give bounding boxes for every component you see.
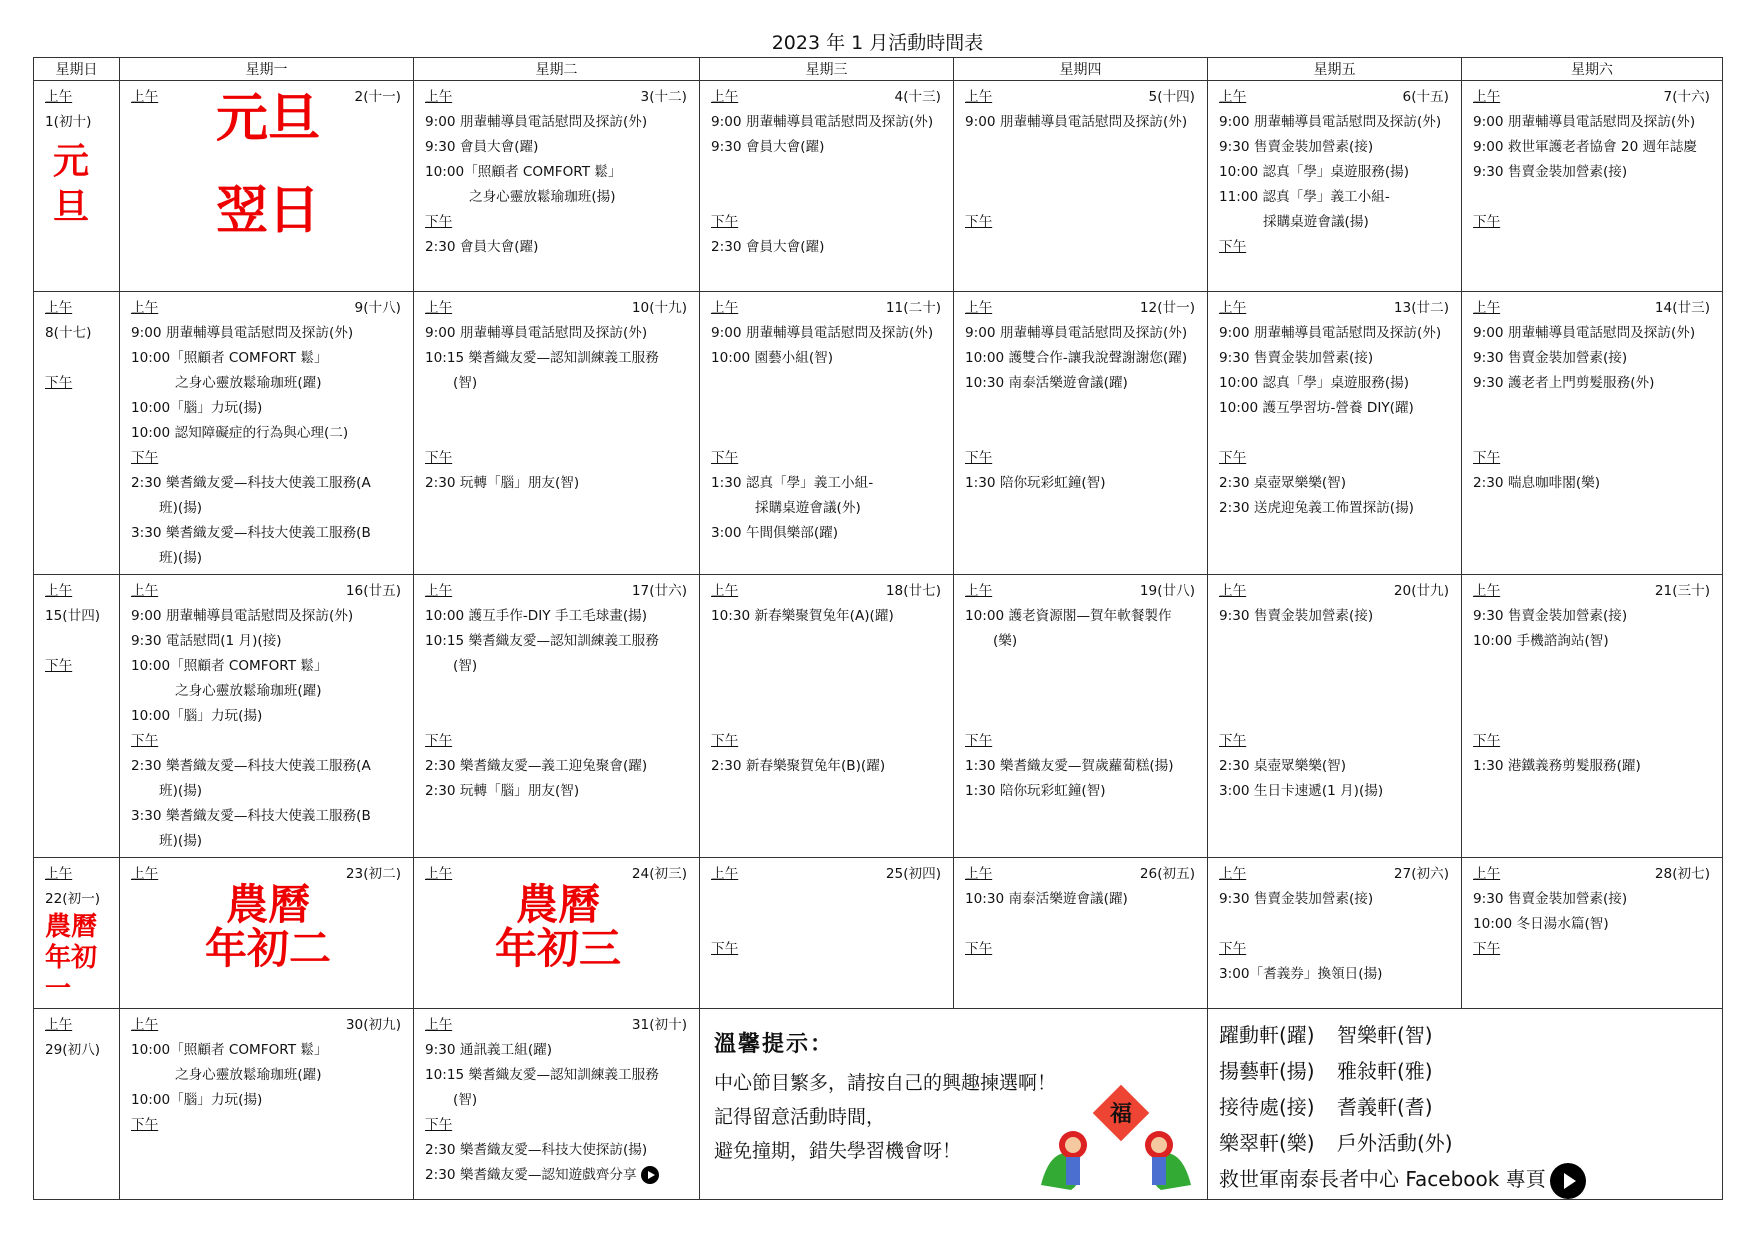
activity-item: (智) [453, 658, 478, 674]
activity-item: 之身心靈放鬆瑜珈班(躍) [175, 683, 322, 699]
tips-line: 中心節目繁多，請按自己的興趣揀選啊！ [714, 1072, 1057, 1094]
activity-item: 9:00 朋輩輔導員電話慰問及探訪(外) [425, 325, 648, 341]
pm-label: 下午 [965, 214, 993, 230]
activity-item: 10:00 護互學習坊-營養 DIY(躍) [1219, 400, 1414, 416]
date-label: 12(廿一) [1139, 300, 1195, 316]
activity-item: 10:00 手機諮詢站(智) [1473, 633, 1609, 649]
day-cell [414, 1009, 700, 1200]
pm-label: 下午 [711, 450, 739, 466]
activity-item: 9:30 售賣金裝加營素(接) [1473, 608, 1628, 624]
day-cell [954, 575, 1208, 858]
activity-item: 9:00 朋輩輔導員電話慰問及探訪(外) [711, 325, 934, 341]
date-label: 5(十四) [1148, 89, 1195, 105]
day-cell [1462, 575, 1723, 858]
am-label: 上午 [1473, 583, 1501, 599]
page-title: 2023 年 1 月活動時間表 [771, 32, 984, 54]
am-label: 上午 [711, 89, 739, 105]
sunday-cell [34, 81, 120, 292]
activity-item: 11:00 認真「學」義工小組- [1219, 189, 1390, 205]
week-row [34, 81, 1723, 292]
date-label: 25(初四) [885, 866, 941, 882]
activity-item: 1:30 陪你玩彩虹鐘(智) [965, 475, 1106, 491]
activity-item: 2:30 桌壺眾樂樂(智) [1219, 758, 1347, 774]
activity-item: 9:30 售賣金裝加營素(接) [1473, 891, 1628, 907]
activity-item: 3:30 樂耆織友愛—科技大使義工服務(B [131, 808, 371, 824]
pm-label: 下午 [965, 733, 993, 749]
activity-item: 10:00 護互手作-DIY 手工毛球畫(揚) [425, 608, 648, 624]
facebook-text: 救世軍南泰長者中心 Facebook 專頁 [1219, 1167, 1546, 1191]
weekday-header: 星期三 [700, 58, 954, 81]
am-label: 上午 [1219, 583, 1247, 599]
activity-item: 1:30 樂耆織友愛—賀歲蘿蔔糕(揚) [965, 758, 1174, 774]
spacer [711, 371, 945, 446]
play-icon[interactable] [641, 1166, 659, 1184]
activity-item: 2:30 樂耆織友愛—科技大使義工服務(A [131, 475, 371, 491]
holiday-label: 農曆 年初三 [494, 880, 621, 973]
activity-item: (智) [453, 375, 478, 391]
date-label: 7(十六) [1663, 89, 1710, 105]
activity-item: 2:30 喘息咖啡閣(樂) [1473, 475, 1601, 491]
legend-row [1219, 1125, 1722, 1161]
activity-item: 之身心靈放鬆瑜珈班(躍) [175, 1067, 322, 1083]
day-cell [954, 81, 1208, 292]
pm-label: 下午 [711, 733, 739, 749]
tips-line: 避免撞期，錯失學習機會呀！ [714, 1140, 962, 1162]
activity-item: 9:00 朋輩輔導員電話慰問及探訪(外) [1219, 325, 1442, 341]
activity-item: 3:00 生日卡速遞(1 月)(揚) [1219, 783, 1384, 799]
activity-item: 10:00 園藝小組(智) [711, 350, 834, 366]
spacer [1219, 629, 1453, 729]
calendar-table [33, 57, 1723, 1200]
day-cell [700, 292, 954, 575]
day-cell [700, 858, 954, 1009]
legend-row [1219, 1053, 1722, 1089]
date-label: 10(十九) [631, 300, 687, 316]
am-label: 上午 [131, 866, 159, 882]
pm-label: 下午 [425, 1117, 453, 1133]
activity-item: 9:00 朋輩輔導員電話慰問及探訪(外) [131, 325, 354, 341]
holiday-label: 農曆 年初 一 [45, 912, 98, 1004]
spacer [425, 679, 691, 729]
activity-item: 9:30 護老者上門剪髮服務(外) [1473, 375, 1655, 391]
activity-item: 之身心靈放鬆瑜珈班(揚) [469, 189, 616, 205]
pm-label: 下午 [1473, 450, 1501, 466]
spacer [965, 135, 1199, 210]
am-label: 上午 [45, 300, 73, 316]
activity-item: 班)(揚) [159, 500, 203, 516]
activity-item: 9:00 朋輩輔導員電話慰問及探訪(外) [1473, 114, 1696, 130]
week-row [34, 858, 1723, 1009]
am-label: 上午 [425, 1017, 453, 1033]
day-cell [1462, 858, 1723, 1009]
am-label: 上午 [1219, 89, 1247, 105]
activity-item: 9:00 朋輩輔導員電話慰問及探訪(外) [965, 325, 1188, 341]
spacer [1473, 654, 1714, 729]
spacer [1219, 421, 1453, 446]
activity-item: 9:30 會員大會(躍) [711, 139, 825, 155]
activity-item: 10:00「照顧者 COMFORT 鬆」 [425, 164, 622, 180]
date-label: 30(初九) [345, 1017, 401, 1033]
facebook-link[interactable] [1219, 1161, 1722, 1199]
date-label: 17(廿六) [631, 583, 687, 599]
spacer [1473, 185, 1714, 210]
date-label: 8(十七) [45, 325, 92, 341]
activity-item: 9:30 售賣金裝加營素(接) [1219, 350, 1374, 366]
activity-item: 10:30 南泰活樂遊會議(躍) [965, 891, 1128, 907]
holiday-label: 元 旦 [53, 141, 90, 228]
pm-label: 下午 [1219, 450, 1247, 466]
pm-label: 下午 [425, 733, 453, 749]
date-label: 24(初三) [631, 866, 687, 882]
activity-item: 9:30 售賣金裝加營素(接) [1219, 139, 1374, 155]
day-cell [1462, 292, 1723, 575]
activity-item: 10:15 樂耆織友愛—認知訓練義工服務 [425, 1067, 659, 1083]
date-label: 23(初二) [345, 866, 401, 882]
activity-item: 10:00「照顧者 COMFORT 鬆」 [131, 350, 328, 366]
spacer [965, 912, 1199, 937]
day-cell [120, 81, 414, 292]
am-label: 上午 [711, 866, 739, 882]
date-label: 14(廿三) [1654, 300, 1710, 316]
date-label: 13(廿二) [1393, 300, 1449, 316]
pm-label: 下午 [711, 214, 739, 230]
date-label: 18(廿七) [885, 583, 941, 599]
activity-item: 2:30 新春樂聚賀兔年(B)(躍) [711, 758, 886, 774]
am-label: 上午 [425, 89, 453, 105]
am-label: 上午 [131, 1017, 159, 1033]
pm-label: 下午 [1473, 214, 1501, 230]
activity-item: 10:00「照顧者 COMFORT 鬆」 [131, 658, 328, 674]
pm-label: 下午 [45, 375, 73, 391]
spacer [711, 629, 945, 729]
day-cell [954, 858, 1208, 1009]
legend-item: 揚藝軒(揚) [1219, 1059, 1315, 1083]
activity-item: 10:30 南泰活樂遊會議(躍) [965, 375, 1128, 391]
activity-item: 9:00 朋輩輔導員電話慰問及探訪(外) [711, 114, 934, 130]
am-label: 上午 [45, 1017, 73, 1033]
day-cell [700, 81, 954, 292]
pm-label: 下午 [425, 450, 453, 466]
day-cell [954, 292, 1208, 575]
activity-item: 採購桌遊會議(揚) [1263, 214, 1369, 230]
activity-item: 9:30 會員大會(躍) [425, 139, 539, 155]
spacer [711, 887, 945, 937]
activity-item: 2:30 玩轉「腦」朋友(智) [425, 783, 580, 799]
activity-item-text: 2:30 樂耆織友愛—認知遊戲齊分享 [425, 1167, 637, 1183]
activity-item: 2:30 樂耆織友愛—科技大使義工服務(A [131, 758, 371, 774]
legend-item: 雅敍軒(雅) [1337, 1059, 1433, 1083]
date-label: 22(初一) [45, 891, 101, 907]
pm-label: 下午 [131, 1117, 159, 1133]
activity-item: 10:00「照顧者 COMFORT 鬆」 [131, 1042, 328, 1058]
play-icon[interactable] [1550, 1163, 1586, 1199]
spacer [965, 654, 1199, 729]
activity-item: 2:30 會員大會(躍) [425, 239, 539, 255]
pm-label: 下午 [1219, 239, 1247, 255]
am-label: 上午 [131, 89, 159, 105]
tips-cell [700, 1009, 1208, 1200]
day-cell [120, 292, 414, 575]
legend-row [1219, 1089, 1722, 1125]
weekday-header: 星期日 [34, 58, 120, 81]
am-label: 上午 [131, 300, 159, 316]
holiday-label: 元旦 翌日 [215, 89, 320, 241]
date-label: 11(二十) [885, 300, 941, 316]
activity-item: 9:00 朋輩輔導員電話慰問及探訪(外) [1473, 325, 1696, 341]
legend-item: 戶外活動(外) [1337, 1131, 1453, 1155]
pm-label: 下午 [425, 214, 453, 230]
date-label: 15(廿四) [45, 608, 101, 624]
activity-item: 10:00「腦」力玩(揚) [131, 400, 263, 416]
date-label: 16(廿五) [345, 583, 401, 599]
day-cell [414, 292, 700, 575]
activity-item: 2:30 樂耆織友愛—科技大使探訪(揚) [425, 1142, 648, 1158]
activity-item: 3:00 午間俱樂部(躍) [711, 525, 839, 541]
activity-item: (智) [453, 1092, 478, 1108]
weekday-header: 星期二 [414, 58, 700, 81]
am-label: 上午 [965, 583, 993, 599]
day-cell [700, 575, 954, 858]
am-label: 上午 [45, 89, 73, 105]
pm-label: 下午 [1219, 941, 1247, 957]
am-label: 上午 [965, 300, 993, 316]
week-row [34, 1009, 1723, 1200]
activity-item: 10:00 認真「學」桌遊服務(揚) [1219, 164, 1410, 180]
pm-label: 下午 [131, 450, 159, 466]
am-label: 上午 [1473, 89, 1501, 105]
activity-item: 班)(揚) [159, 783, 203, 799]
am-label: 上午 [1473, 300, 1501, 316]
legend-item: 樂翠軒(樂) [1219, 1131, 1315, 1155]
pm-label: 下午 [965, 450, 993, 466]
activity-item: 班)(揚) [159, 550, 203, 566]
activity-item: 2:30 會員大會(躍) [711, 239, 825, 255]
am-label: 上午 [711, 300, 739, 316]
activity-item: 10:00「腦」力玩(揚) [131, 1092, 263, 1108]
pm-label: 下午 [1473, 733, 1501, 749]
am-label: 上午 [45, 866, 73, 882]
day-cell [1208, 81, 1462, 292]
activity-item: 採購桌遊會議(外) [755, 500, 861, 516]
spacer [1473, 396, 1714, 446]
am-label: 上午 [1473, 866, 1501, 882]
legend-item: 躍動軒(躍) [1219, 1023, 1315, 1047]
date-label: 20(廿九) [1393, 583, 1449, 599]
activity-item: 1:30 港鐵義務剪髮服務(躍) [1473, 758, 1641, 774]
date-label: 4(十三) [894, 89, 941, 105]
activity-item: 9:30 售賣金裝加營素(接) [1219, 891, 1374, 907]
date-label: 31(初十) [631, 1017, 687, 1033]
am-label: 上午 [425, 583, 453, 599]
activity-item: 之身心靈放鬆瑜珈班(躍) [175, 375, 322, 391]
activity-item: 10:00 護雙合作-讓我說聲謝謝您(躍) [965, 350, 1188, 366]
week-row [34, 292, 1723, 575]
day-cell [1208, 575, 1462, 858]
activity-item: 9:00 朋輩輔導員電話慰問及探訪(外) [425, 114, 648, 130]
activity-item: 9:00 朋輩輔導員電話慰問及探訪(外) [1219, 114, 1442, 130]
pm-label: 下午 [131, 733, 159, 749]
weekday-header: 星期四 [954, 58, 1208, 81]
week-row [34, 575, 1723, 858]
sunday-cell [34, 1009, 120, 1200]
day-cell [414, 81, 700, 292]
activity-item: 1:30 認真「學」義工小組- [711, 475, 874, 491]
day-cell [414, 858, 700, 1009]
tips-title: 溫馨提示： [714, 1032, 835, 1057]
spacer [425, 396, 691, 446]
am-label: 上午 [1219, 866, 1247, 882]
activity-item: 2:30 樂耆織友愛—義工迎兔聚會(躍) [425, 758, 648, 774]
activity-item [425, 1163, 691, 1188]
activity-item: 10:00 認知障礙症的行為與心理(二) [131, 425, 349, 441]
activity-item: 10:00「腦」力玩(揚) [131, 708, 263, 724]
date-label: 9(十八) [354, 300, 401, 316]
tips-line: 記得留意活動時間， [714, 1106, 886, 1128]
activity-item: 10:15 樂耆織友愛—認知訓練義工服務 [425, 350, 659, 366]
holiday-label: 農曆 年初二 [204, 880, 331, 973]
activity-item: 10:00 認真「學」桌遊服務(揚) [1219, 375, 1410, 391]
day-cell [414, 575, 700, 858]
activity-item: 9:30 售賣金裝加營素(接) [1219, 608, 1374, 624]
weekday-header-row [34, 58, 1723, 81]
activity-item: 9:00 救世軍護老者協會 20 週年誌慶 [1473, 139, 1697, 155]
pm-label: 下午 [711, 941, 739, 957]
activity-item: 9:30 通訊義工組(躍) [425, 1042, 553, 1058]
date-label: 3(十二) [640, 89, 687, 105]
day-cell [120, 858, 414, 1009]
activity-item: 班)(揚) [159, 833, 203, 849]
date-label: 6(十五) [1402, 89, 1449, 105]
legend-row [1219, 1017, 1722, 1053]
activity-item: 3:30 樂耆織友愛—科技大使義工服務(B [131, 525, 371, 541]
spacer [965, 396, 1199, 446]
legend-cell [1208, 1009, 1723, 1200]
pm-label: 下午 [965, 941, 993, 957]
pm-label: 下午 [1219, 733, 1247, 749]
am-label: 上午 [131, 583, 159, 599]
activity-item: 10:00 冬日湯水篇(智) [1473, 916, 1609, 932]
activity-item: 1:30 陪你玩彩虹鐘(智) [965, 783, 1106, 799]
am-label: 上午 [1219, 300, 1247, 316]
activity-item: 2:30 送虎迎兔義工佈置探訪(揚) [1219, 500, 1414, 516]
legend-item: 智樂軒(智) [1337, 1023, 1433, 1047]
fu-character: 福 [1109, 1101, 1133, 1127]
am-label: 上午 [45, 583, 73, 599]
activity-item: 2:30 玩轉「腦」朋友(智) [425, 475, 580, 491]
date-label: 29(初八) [45, 1042, 101, 1058]
activity-item: 9:00 朋輩輔導員電話慰問及探訪(外) [965, 114, 1188, 130]
sunday-cell [34, 575, 120, 858]
day-cell [1208, 858, 1462, 1009]
am-label: 上午 [711, 583, 739, 599]
date-label: 21(三十) [1654, 583, 1710, 599]
activity-item: 9:30 售賣金裝加營素(接) [1473, 350, 1628, 366]
legend-item: 接待處(接) [1219, 1095, 1315, 1119]
activity-item: 3:00「耆義券」換領日(揚) [1219, 966, 1383, 982]
activity-item: 10:00 護老資源閣—賀年軟餐製作 [965, 608, 1172, 624]
date-label: 27(初六) [1393, 866, 1449, 882]
am-label: 上午 [965, 866, 993, 882]
date-label: 26(初五) [1139, 866, 1195, 882]
date-label: 28(初七) [1654, 866, 1710, 882]
day-cell [120, 1009, 414, 1200]
spacer [711, 160, 945, 210]
activity-item: 9:00 朋輩輔導員電話慰問及探訪(外) [131, 608, 354, 624]
weekday-header: 星期五 [1208, 58, 1462, 81]
am-label: 上午 [425, 300, 453, 316]
lion-dance-illustration [1031, 1085, 1201, 1195]
weekday-header: 星期一 [120, 58, 414, 81]
activity-item: 9:30 售賣金裝加營素(接) [1473, 164, 1628, 180]
activity-item: 10:15 樂耆織友愛—認知訓練義工服務 [425, 633, 659, 649]
am-label: 上午 [425, 866, 453, 882]
date-label: 19(廿八) [1139, 583, 1195, 599]
day-cell [1208, 292, 1462, 575]
sunday-cell [34, 858, 120, 1009]
spacer [1219, 912, 1453, 937]
am-label: 上午 [965, 89, 993, 105]
day-cell [1462, 81, 1723, 292]
sunday-cell [34, 292, 120, 575]
activity-item: 9:30 電話慰問(1 月)(接) [131, 633, 282, 649]
day-cell [120, 575, 414, 858]
activity-item: 2:30 桌壺眾樂樂(智) [1219, 475, 1347, 491]
activity-item: 10:30 新春樂聚賀兔年(A)(躍) [711, 608, 894, 624]
date-label: 2(十一) [354, 89, 401, 105]
legend-item: 耆義軒(耆) [1337, 1095, 1433, 1119]
pm-label: 下午 [1473, 941, 1501, 957]
activity-item: (樂) [993, 633, 1018, 649]
date-label: 1(初十) [45, 114, 92, 130]
pm-label: 下午 [45, 658, 73, 674]
weekday-header: 星期六 [1462, 58, 1723, 81]
